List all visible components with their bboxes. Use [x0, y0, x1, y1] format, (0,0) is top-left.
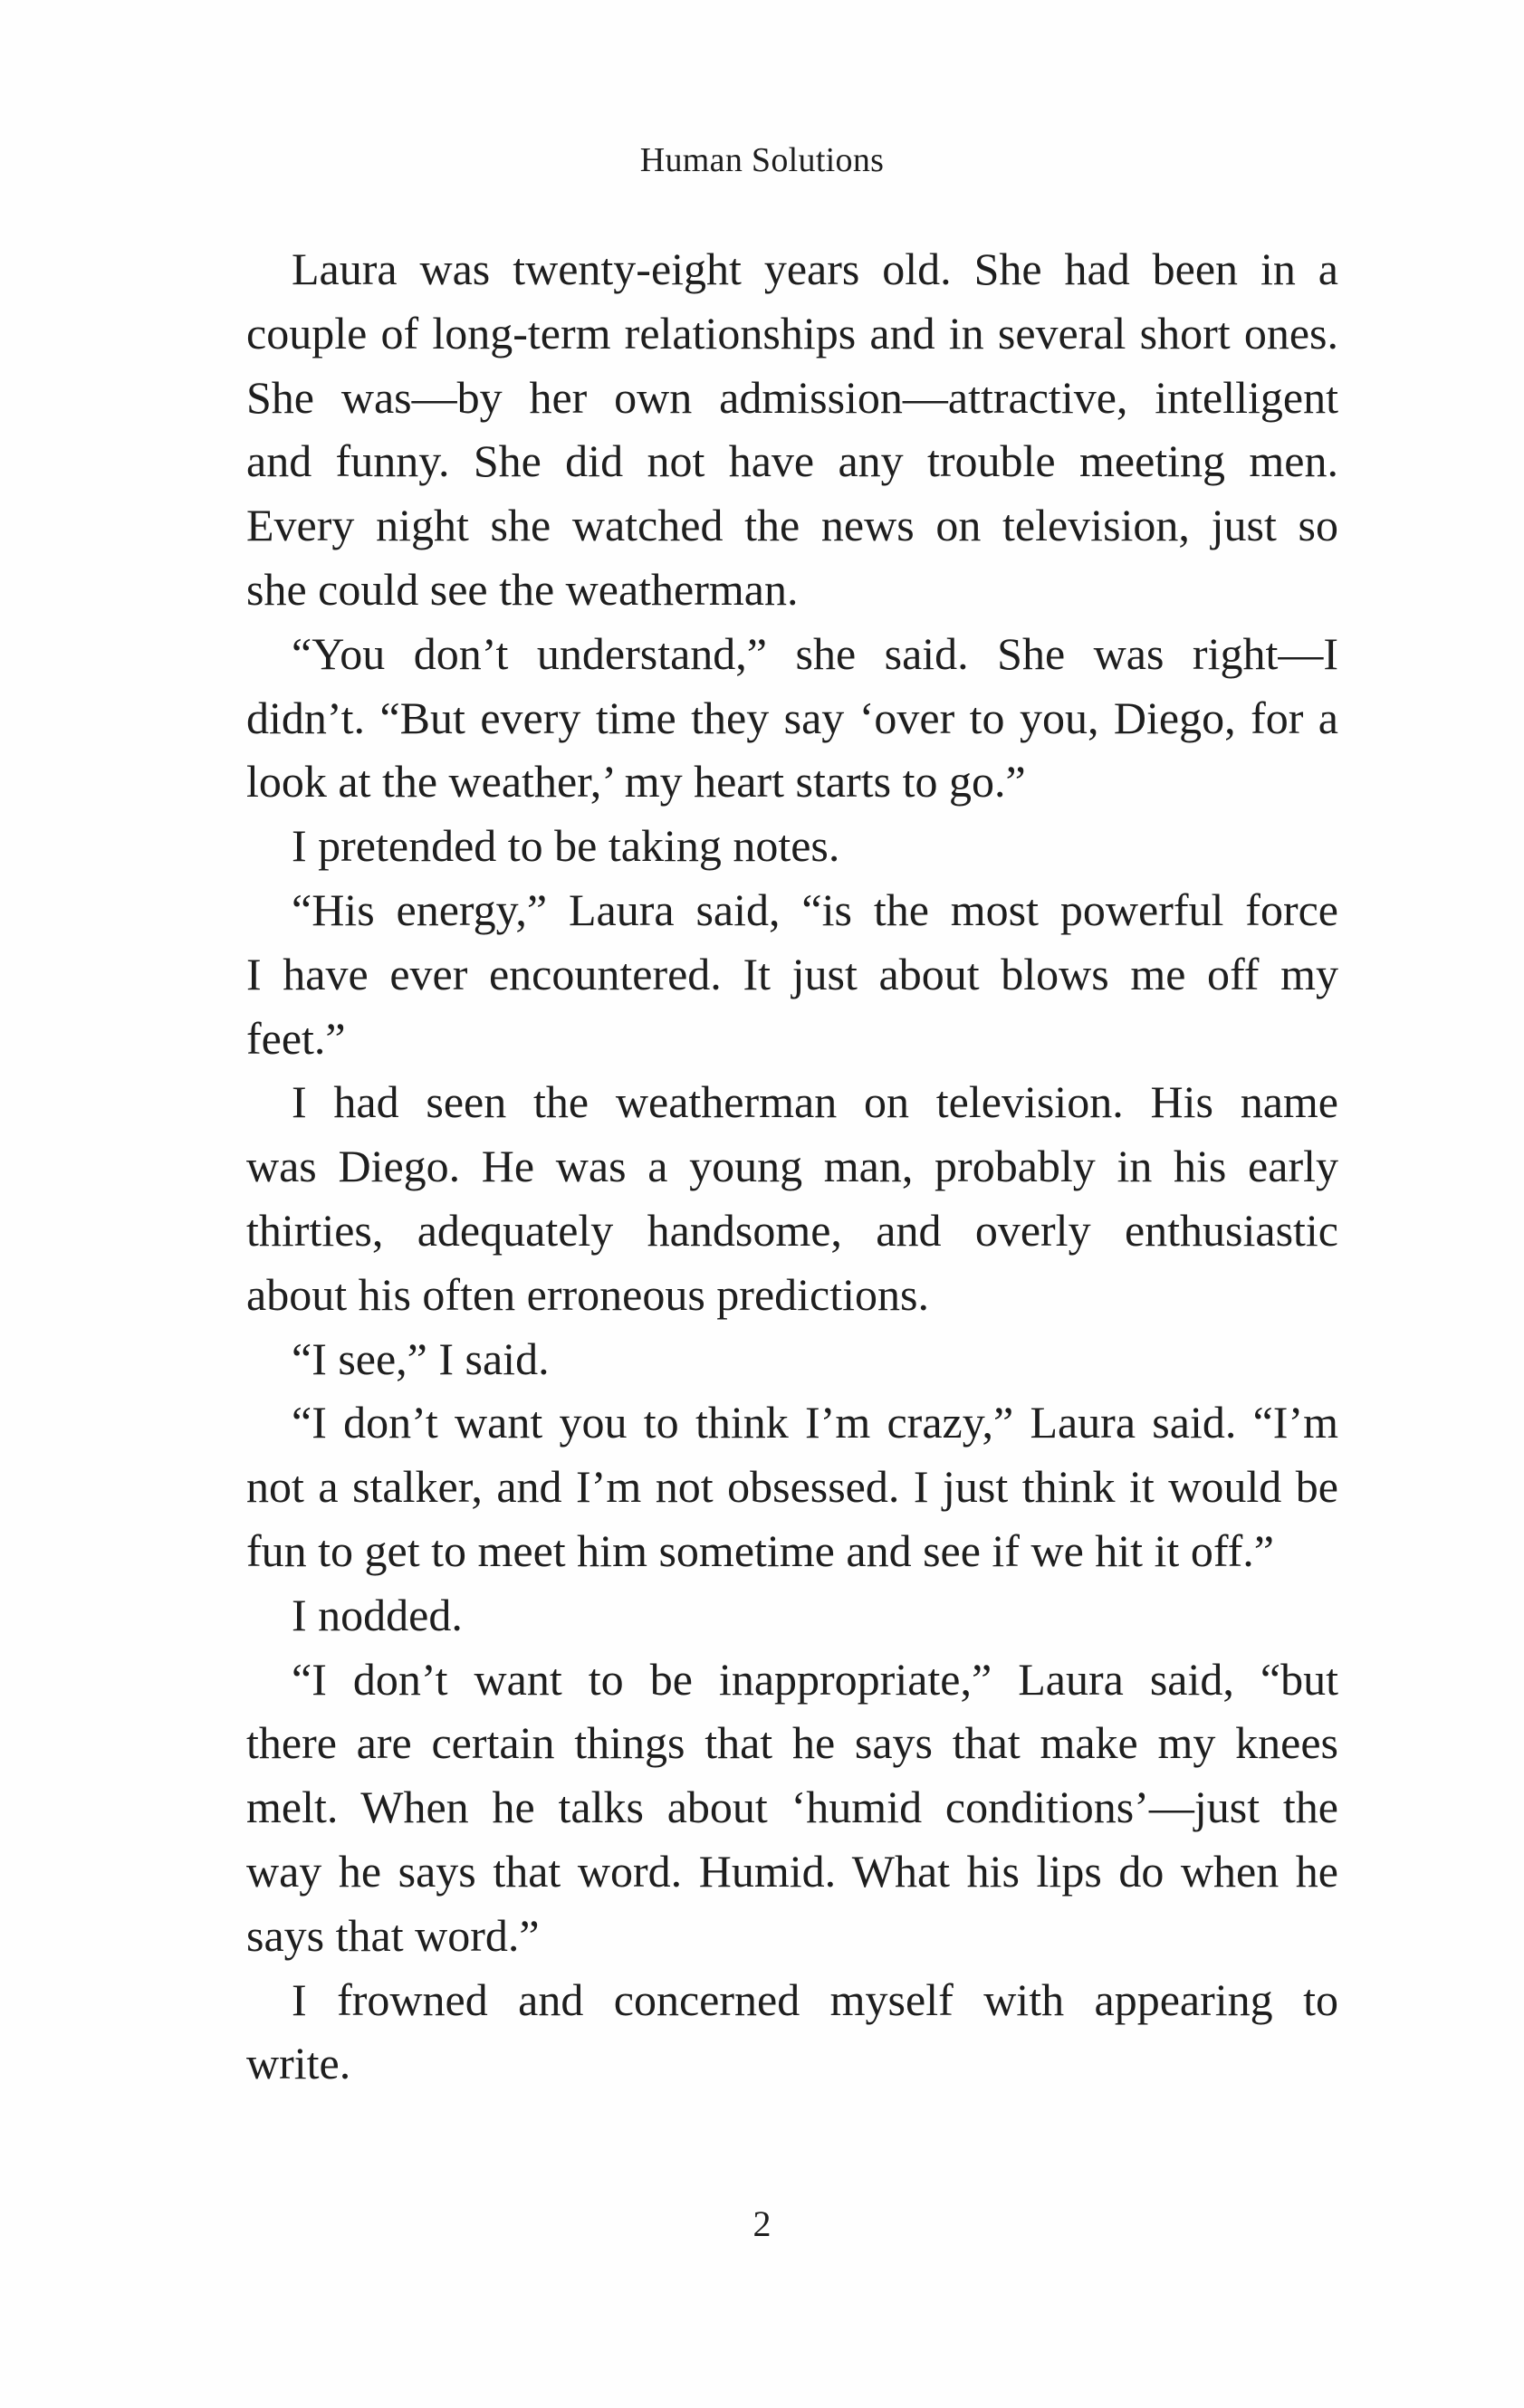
text-line: melt. When he talks about ‘humid conditions’—just the [246, 1782, 1338, 1833]
paragraph [201, 1390, 1338, 1582]
text-line: I frowned and concerned myself with appearing to [292, 1973, 1338, 2025]
text-line: Every night she watched the news on television, just so [246, 500, 1338, 551]
text-line: Laura was twenty-eight years old. She had been in a [292, 244, 1338, 294]
text-line: write. [246, 2038, 351, 2089]
text-line: I had seen the weatherman on television. His name [292, 1076, 1338, 1128]
text-line: I nodded. [292, 1589, 463, 1640]
text-line: didn’t. “But every time they say ‘over to you, Diego, for a [246, 692, 1338, 743]
text-line: “His energy,” Laura said, “is the most powerful force [292, 884, 1338, 935]
text-line: “I see,” I said. [292, 1333, 550, 1384]
text-line: and funny. She did not have any trouble meeting men. [246, 435, 1338, 487]
text-line: about his often erroneous predictions. [246, 1268, 929, 1320]
text-line: thirties, adequately handsome, and overly enthusiastic [246, 1204, 1338, 1256]
paragraph [201, 1968, 1338, 2097]
paragraph [201, 1583, 1338, 1648]
text-line: says that word.” [246, 1909, 540, 1961]
text-line: not a stalker, and I’m not obsessed. I just think it would be [246, 1461, 1338, 1513]
text-line: was Diego. He was a young man, probably in his early [246, 1141, 1338, 1192]
paragraph [201, 1070, 1338, 1326]
paragraph [201, 1648, 1338, 1968]
body-text [201, 237, 1338, 2096]
text-line: “You don’t understand,” she said. She was right—I [292, 627, 1338, 679]
text-line: way he says that word. Humid. What his lips do when he [246, 1845, 1338, 1897]
running-header-title: Human Solutions [639, 141, 885, 179]
text-line: there are certain things that he says that make my knees [246, 1717, 1338, 1769]
paragraph [201, 814, 1338, 878]
text-line: feet.” [246, 1012, 346, 1064]
text-line: I have ever encountered. It just about blows me off my [246, 948, 1338, 999]
text-line: She was—by her own admission—attractive, intelligent [246, 371, 1338, 423]
page-number: 2 [752, 2203, 772, 2244]
paragraph [201, 237, 1338, 622]
text-line: “I don’t want you to think I’m crazy,” Laura said. “I’m [292, 1397, 1338, 1448]
text-line: fun to get to meet him sometime and see if we hit it off.” [246, 1524, 1274, 1576]
text-line: couple of long-term relationships and in several short ones. [246, 307, 1338, 358]
text-line: I pretended to be taking notes. [292, 820, 840, 872]
paragraph [201, 622, 1338, 814]
text-line: “I don’t want to be inappropriate,” Laura said, “but [292, 1653, 1338, 1705]
paragraph [201, 878, 1338, 1070]
paragraph [201, 1327, 1338, 1391]
text-line: she could see the weatherman. [246, 563, 799, 615]
text-line: look at the weather,’ my heart starts to go.” [246, 756, 1026, 807]
